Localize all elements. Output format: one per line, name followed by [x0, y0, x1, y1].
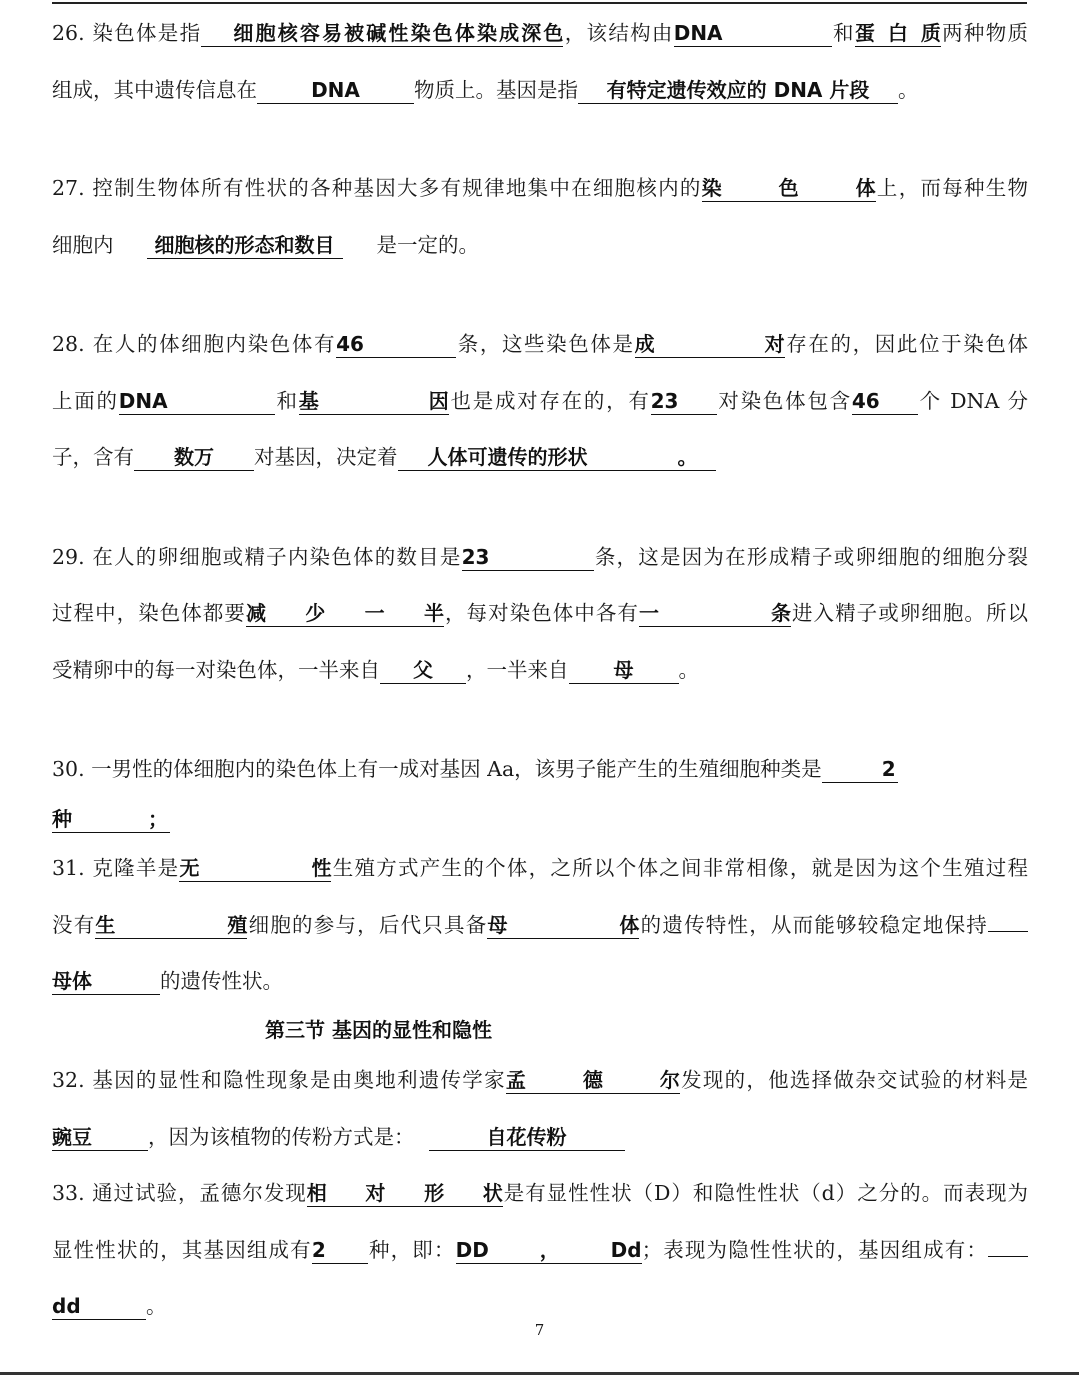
text: 种，即： [367, 1238, 456, 1262]
text: 细胞内 [52, 233, 114, 257]
answer-blank: DNA [674, 20, 832, 47]
text: ，一半来自 [466, 658, 569, 682]
q31-line-1 [52, 854, 1028, 882]
text: 上，而每种生物 [875, 176, 1028, 200]
text: 两种物质 [940, 21, 1029, 45]
text: 的遗传性状。 [160, 969, 283, 993]
text: 和 [831, 21, 855, 45]
answer-blank: 23 [651, 388, 717, 415]
text: 。 [898, 78, 919, 102]
text: 物质上。基因是指 [414, 78, 578, 102]
q33-line-1 [52, 1179, 1028, 1207]
text: 组成，其中遗传信息在 [52, 78, 257, 102]
answer-blank: 减少一半 [245, 601, 444, 625]
answer-blank: dd [52, 1293, 146, 1320]
answer-blank: 父 [380, 657, 466, 684]
text: 上面的 [52, 389, 119, 413]
answer-blank-lead [988, 1256, 1028, 1257]
text: 个 DNA 分 [917, 389, 1029, 413]
answer-blank: 蛋白质 [854, 21, 941, 45]
answer-blank: 23 [462, 544, 594, 571]
answer-text: 种 [52, 807, 72, 831]
answer-blank: 无性 [179, 856, 332, 880]
text: 也是成对存在的，有 [448, 389, 651, 413]
answer-blank: DD，Dd [455, 1238, 642, 1262]
answer-punct: ； [148, 807, 168, 831]
text: 对染色体包含 [716, 389, 852, 413]
q32-line-1 [52, 1066, 1028, 1094]
text: 是有显性性状（D）和隐性性状（d）之分的。而表现为 [502, 1181, 1028, 1205]
top-rule [52, 2, 1027, 4]
q28-line-1 [52, 330, 1028, 358]
answer-blank-lead [988, 931, 1028, 932]
answer-blank: 母 [569, 657, 679, 684]
text: ，每对染色体中各有 [443, 601, 639, 625]
text: 条，这些染色体是 [456, 332, 635, 356]
text: ，该结构由 [563, 21, 674, 45]
q27-line-1 [52, 174, 1028, 202]
q28-line-3 [52, 443, 1028, 471]
text: 32. 基因的显性和隐性现象是由奥地利遗传学家 [52, 1068, 506, 1092]
answer-blank: 2 [312, 1237, 368, 1264]
q30-line-1 [52, 755, 1028, 783]
answer-blank: 成对 [634, 332, 785, 356]
text: 31. 克隆羊是 [52, 856, 180, 880]
answer-punct: 。 [677, 445, 698, 469]
answer-blank: 豌豆 [52, 1124, 148, 1151]
answer-blank: 2 [822, 756, 898, 783]
text: 。 [146, 1294, 167, 1318]
answer-blank: 孟德尔 [505, 1068, 680, 1092]
answer-blank: 相对形状 [306, 1181, 503, 1205]
text: 对基因，决定着 [254, 445, 398, 469]
answer-blank: 细胞核的形态和数目 [147, 232, 343, 259]
text: 是一定的。 [376, 233, 479, 257]
text: 29. 在人的卵细胞或精子内染色体的数目是 [52, 545, 462, 569]
q27-line-2 [52, 231, 1028, 259]
q31-line-2 [52, 911, 1028, 939]
text: 发现的，他选择做杂交试验的材料是 [679, 1068, 1028, 1092]
answer-blank: DNA [119, 388, 275, 415]
q30-line-2 [52, 805, 1028, 833]
q29-line-3 [52, 656, 1028, 684]
answer-blank [398, 444, 716, 471]
q31-line-3 [52, 967, 1028, 995]
answer-blank: 46 [336, 331, 456, 358]
answer-blank: 染色体 [701, 176, 876, 200]
answer-blank: 细胞核容易被碱性染色体染成深色 [201, 20, 563, 47]
q33-line-2 [52, 1236, 1028, 1264]
answer-blank: 母体 [487, 913, 640, 937]
text: 。 [678, 658, 699, 682]
q26-line-2 [52, 76, 1028, 104]
section-heading: 第三节 基因的显性和隐性 [265, 1018, 492, 1042]
text: 条，这是因为在形成精子或卵细胞的细胞分裂 [593, 545, 1029, 569]
text: 和 [274, 389, 299, 413]
answer-blank: 一条 [638, 601, 791, 625]
q29-line-1 [52, 543, 1028, 571]
q33-line-3 [52, 1292, 1028, 1320]
text: 子，含有 [52, 445, 134, 469]
text: 显性性状的，其基因组成有 [52, 1238, 312, 1262]
text: 的遗传特性，从而能够较稳定地保持 [639, 913, 989, 937]
answer-blank [52, 806, 170, 833]
text: 26. 染色体是指 [52, 21, 202, 45]
answer-text: 人体可遗传的形状 [427, 445, 588, 469]
text: 33. 通过试验，孟德尔发现 [52, 1181, 307, 1205]
answer-blank: DNA [257, 77, 414, 104]
bottom-rule [0, 1372, 1079, 1375]
q29-line-2 [52, 599, 1028, 627]
answer-blank: 有特定遗传效应的 DNA 片段 [578, 77, 898, 104]
text: 过程中，染色体都要 [52, 601, 246, 625]
q28-line-2 [52, 387, 1028, 415]
text: 细胞的参与，后代只具备 [247, 913, 488, 937]
text: ；表现为隐性性状的，基因组成有： [641, 1238, 989, 1262]
text: 28. 在人的体细胞内染色体有 [52, 332, 337, 356]
q26-line-1 [52, 19, 1028, 47]
text: 进入精子或卵细胞。所以 [790, 601, 1029, 625]
answer-blank: 46 [852, 388, 918, 415]
text: 30. 一男性的体细胞内的染色体上有一成对基因 Aa，该男子能产生的生殖细胞种类是 [52, 757, 822, 781]
page-number: 7 [534, 1321, 545, 1339]
text: 27. 控制生物体所有性状的各种基因大多有规律地集中在细胞核内的 [52, 176, 702, 200]
answer-blank: 数万 [134, 444, 254, 471]
text: ，因为该植物的传粉方式是： [148, 1125, 415, 1149]
text: 生殖方式产生的个体，之所以个体之间非常相像，就是因为这个生殖过程 [331, 856, 1028, 880]
answer-blank: 生殖 [95, 913, 248, 937]
text: 没有 [52, 913, 96, 937]
answer-blank: 基因 [298, 389, 449, 413]
answer-blank: 自花传粉 [429, 1124, 625, 1151]
answer-blank: 母体 [52, 968, 160, 995]
text: 受精卵中的每一对染色体，一半来自 [52, 658, 380, 682]
q32-line-2 [52, 1123, 1028, 1151]
text: 存在的，因此位于染色体 [784, 332, 1029, 356]
